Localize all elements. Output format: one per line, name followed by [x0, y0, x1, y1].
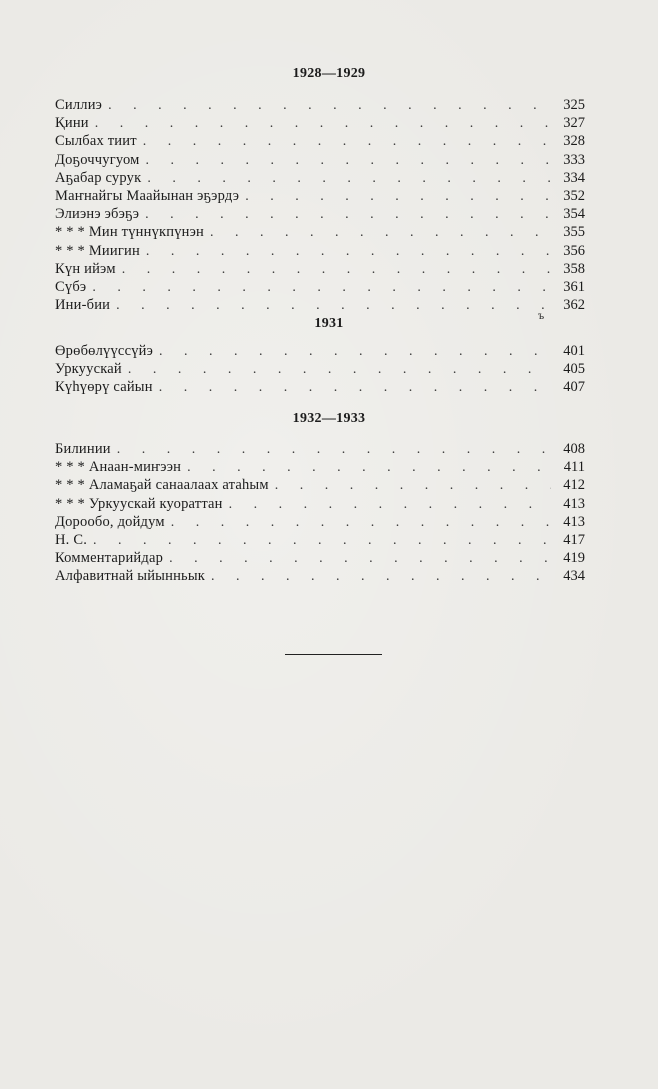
toc-entry: [55, 205, 585, 223]
entry-page-number: 333: [563, 151, 585, 168]
entry-page-number: 408: [563, 441, 585, 457]
toc-entry: [55, 567, 585, 585]
entry-title: Аҕабар сурук: [55, 169, 142, 186]
entry-page-number: 413: [563, 513, 585, 530]
dot-leader: [145, 206, 551, 224]
dot-leader: [187, 459, 551, 477]
entry-page-number: 327: [563, 115, 585, 132]
toc-entry: [55, 169, 585, 187]
entry-page-number: 407: [563, 379, 585, 396]
entry-title: Доҕоччугуом: [55, 151, 140, 168]
entry-title: Маҥнайгы Маайынан эҕэрдэ: [55, 187, 240, 204]
entry-title: Күн ийэм: [55, 260, 116, 277]
toc-entry: [55, 242, 585, 260]
entry-title: Н. С.: [55, 531, 88, 548]
entry-page-number: 417: [563, 531, 585, 548]
entry-page-number: 412: [563, 477, 585, 494]
dot-leader: [92, 279, 551, 297]
dot-leader: [229, 496, 551, 514]
entry-title: Алфавитнай ыйынньык: [55, 568, 206, 585]
dot-leader: [122, 261, 551, 279]
entry-title: Қини: [55, 115, 89, 132]
entry-page-number: 328: [563, 133, 585, 150]
entry-title: Силлиэ: [55, 97, 103, 113]
dot-leader: [147, 170, 551, 188]
entry-page-number: 362: [563, 297, 585, 314]
entry-title: Элиэнэ эбэҕэ: [55, 206, 140, 223]
section-heading-1931: 1931: [314, 316, 344, 331]
dot-leader: [93, 532, 551, 550]
entry-page-number: 334: [563, 169, 585, 186]
dot-leader: [143, 133, 551, 151]
toc-section-1928-1929: [55, 96, 585, 314]
toc-section-1931: [55, 342, 585, 397]
entry-title: Дорообо, дойдум: [55, 513, 165, 530]
entry-title: * * * Уркуускай куораттан: [55, 495, 223, 512]
toc-section-1932-1933: [55, 440, 585, 586]
dot-leader: [210, 224, 551, 242]
dot-leader: [159, 379, 551, 397]
toc-entry: [55, 96, 585, 114]
entry-page-number: 355: [563, 224, 585, 241]
entry-title: Комментарийдар: [55, 550, 164, 567]
toc-entry: [55, 360, 585, 378]
dot-leader: [116, 297, 551, 315]
toc-entry: [55, 531, 585, 549]
entry-title: * * * Миигин: [55, 242, 140, 259]
toc-entry: [55, 114, 585, 132]
entry-title: * * * Аламаҕай санаалаах атаһым: [55, 477, 269, 494]
dot-leader: [146, 152, 551, 170]
dot-leader: [211, 568, 551, 586]
entry-page-number: 356: [563, 242, 585, 259]
toc-entry: [55, 342, 585, 360]
entry-title: Өрөбөлүүссүйэ: [55, 343, 154, 359]
section-heading-1928-1929: 1928—1929: [292, 66, 366, 81]
dot-leader: [159, 343, 551, 361]
dot-leader: [108, 97, 551, 115]
toc-entry: [55, 260, 585, 278]
entry-title: Сылбах тиит: [55, 133, 137, 150]
entry-page-number: 419: [563, 550, 585, 567]
entry-title: Билинии: [55, 441, 111, 457]
toc-entry: [55, 458, 585, 476]
entry-title: Күһүөрү сайын: [55, 379, 153, 396]
toc-entry: [55, 187, 585, 205]
dot-leader: [95, 115, 551, 133]
entry-page-number: 434: [563, 568, 585, 585]
toc-entry: [55, 223, 585, 241]
entry-page-number: 352: [563, 187, 585, 204]
dot-leader: [245, 188, 551, 206]
end-divider-rule: [285, 654, 382, 655]
toc-entry: [55, 296, 585, 314]
entry-title: Сүбэ: [55, 278, 87, 295]
dot-leader: [146, 243, 551, 261]
toc-entry: [55, 132, 585, 150]
entry-page-number: 358: [563, 260, 585, 277]
entry-page-number: 401: [563, 343, 585, 359]
toc-entry: [55, 513, 585, 531]
dot-leader: [169, 550, 551, 568]
toc-entry: [55, 278, 585, 296]
entry-page-number: 411: [563, 459, 585, 476]
dot-leader: [171, 514, 551, 532]
entry-title: Ини-бии: [55, 297, 111, 314]
toc-entry: [55, 495, 585, 513]
entry-page-number: 325: [563, 97, 585, 113]
entry-title: * * * Мин түннүкпүнэн: [55, 224, 205, 241]
entry-page-number: 413: [563, 495, 585, 512]
toc-entry: [55, 476, 585, 494]
toc-entry: [55, 440, 585, 458]
entry-page-number: 354: [563, 206, 585, 223]
dot-leader: [128, 361, 551, 379]
section-heading-1932-1933: 1932—1933: [292, 411, 366, 426]
toc-entry: [55, 378, 585, 396]
toc-entry: [55, 151, 585, 169]
entry-page-number: 361: [563, 278, 585, 295]
entry-page-number: 405: [563, 361, 585, 378]
print-smudge: ъ: [538, 308, 545, 322]
dot-leader: [117, 441, 551, 459]
entry-title: * * * Анаан-миҥээн: [55, 459, 182, 476]
toc-entry: [55, 549, 585, 567]
entry-title: Уркуускай: [55, 361, 122, 378]
dot-leader: [275, 477, 551, 495]
